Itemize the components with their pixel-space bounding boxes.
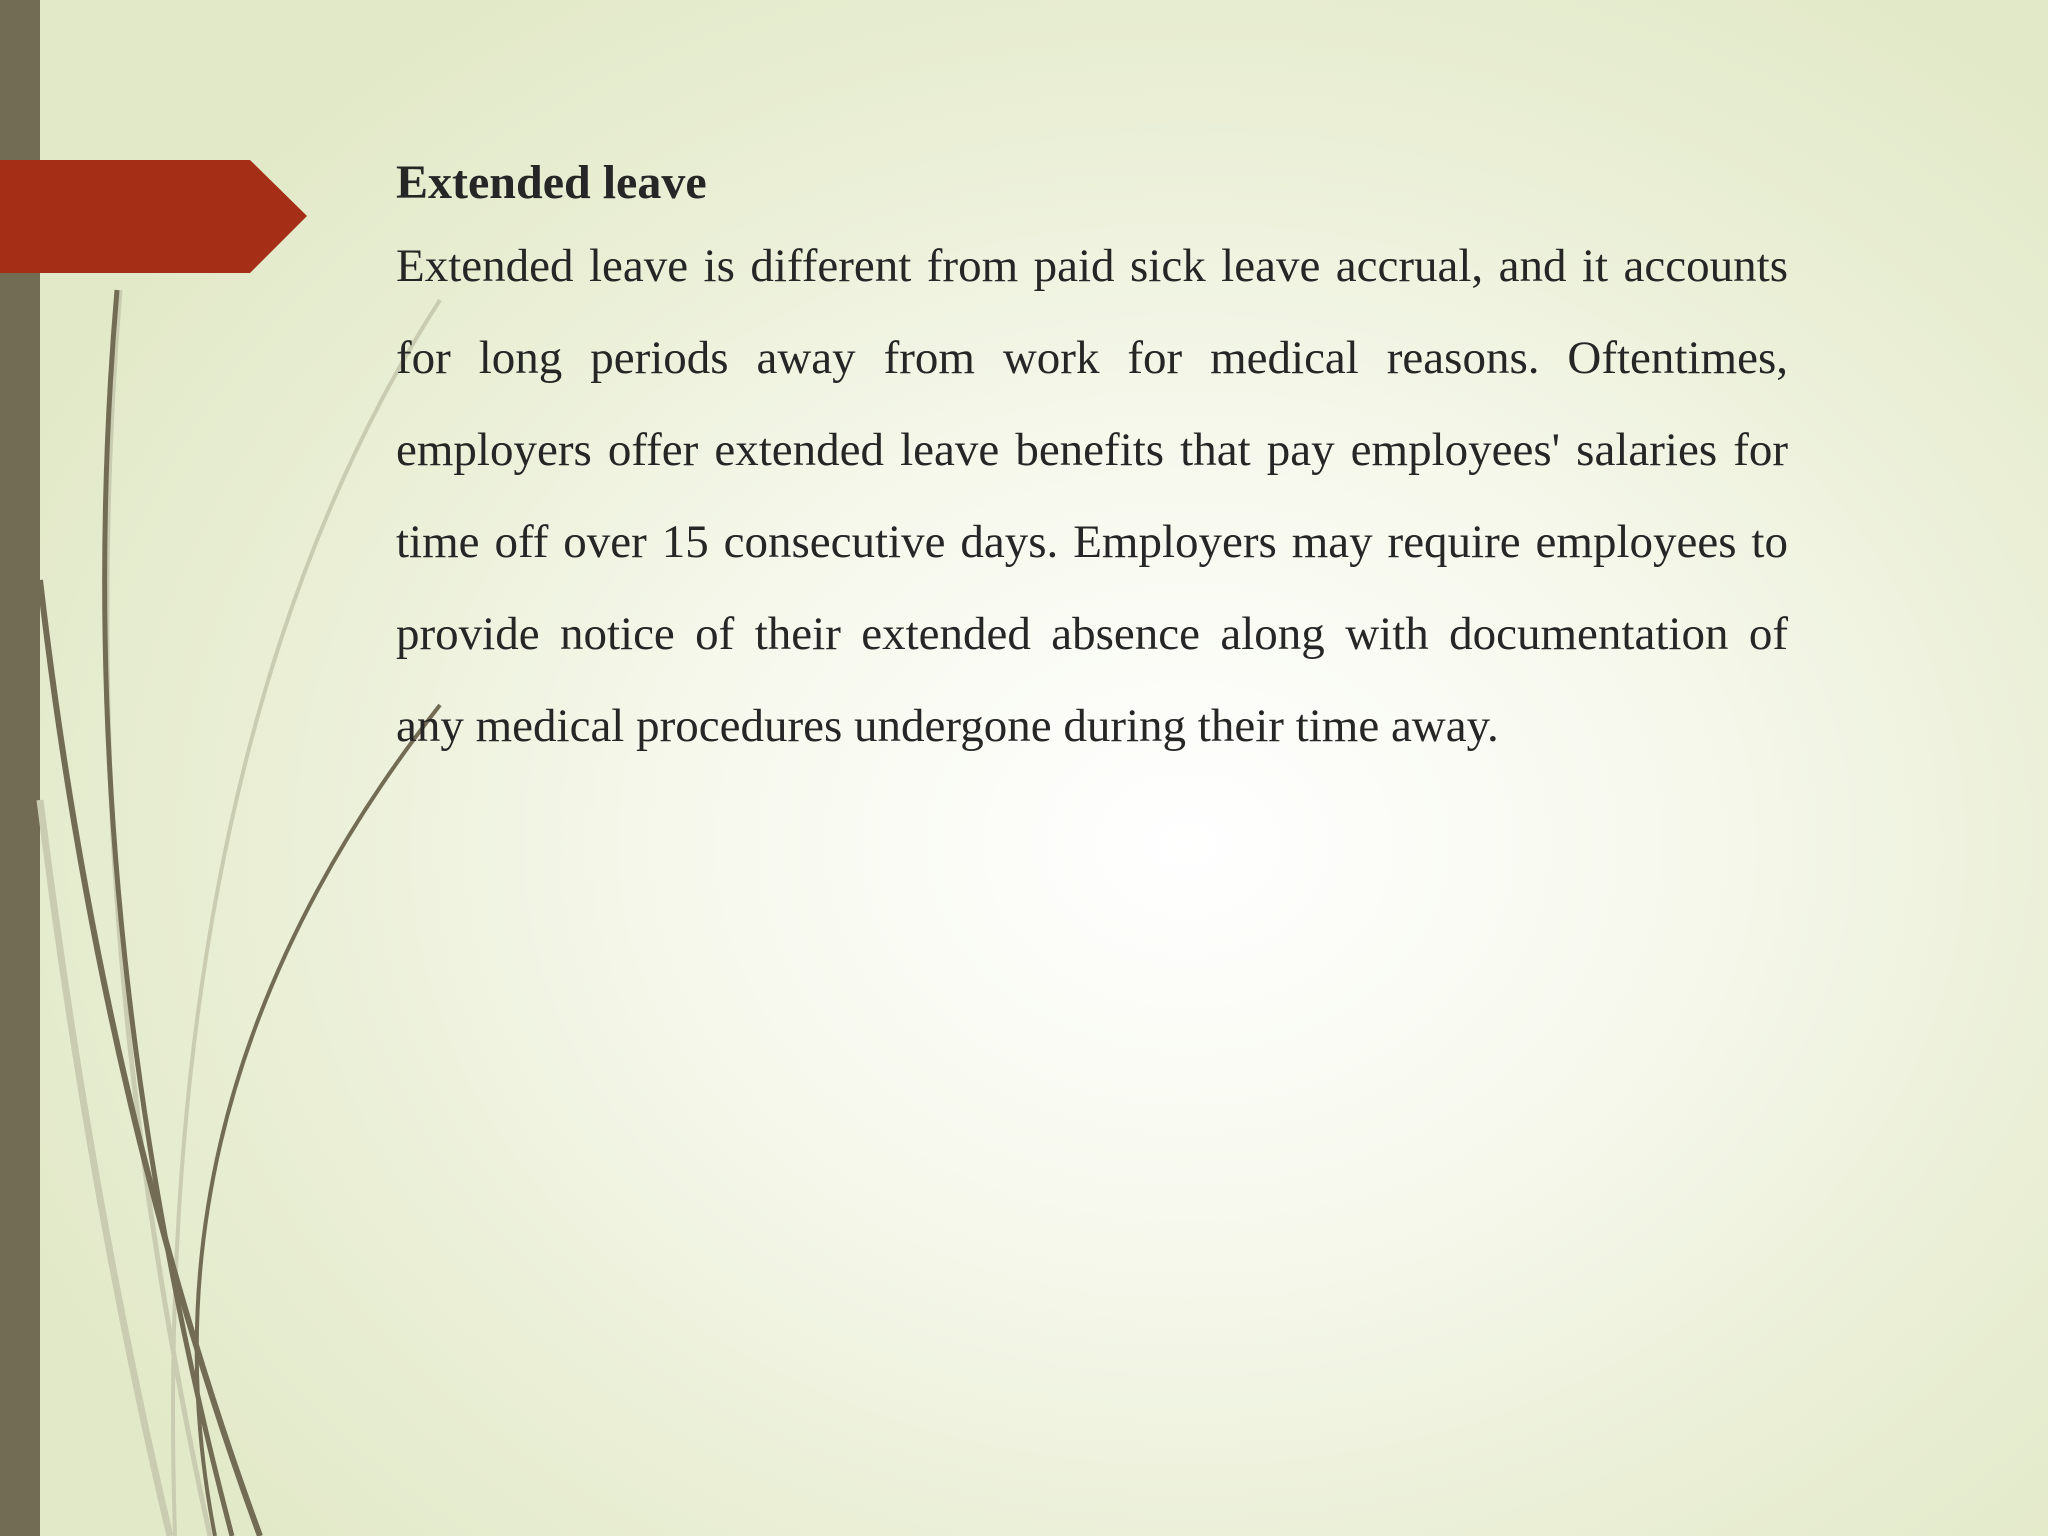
title-flag-shape [0,160,307,273]
curve-light-3 [40,800,170,1536]
slide-content [396,150,1788,772]
slide-heading: Extended leave [396,156,707,209]
curve-dark-3 [197,705,440,1536]
slide-body-text: Extended leave is different from paid sick leave accrual, and it accounts for long periods away from work for medical reasons. Oftentimes, employers offer extended leave benefits that pay employees' salaries for time off over 15 consecutive days. Employers may require employees to provide notice of their extended absence along with documentation of any medical procedures undergone during their time away. [396,240,1788,752]
